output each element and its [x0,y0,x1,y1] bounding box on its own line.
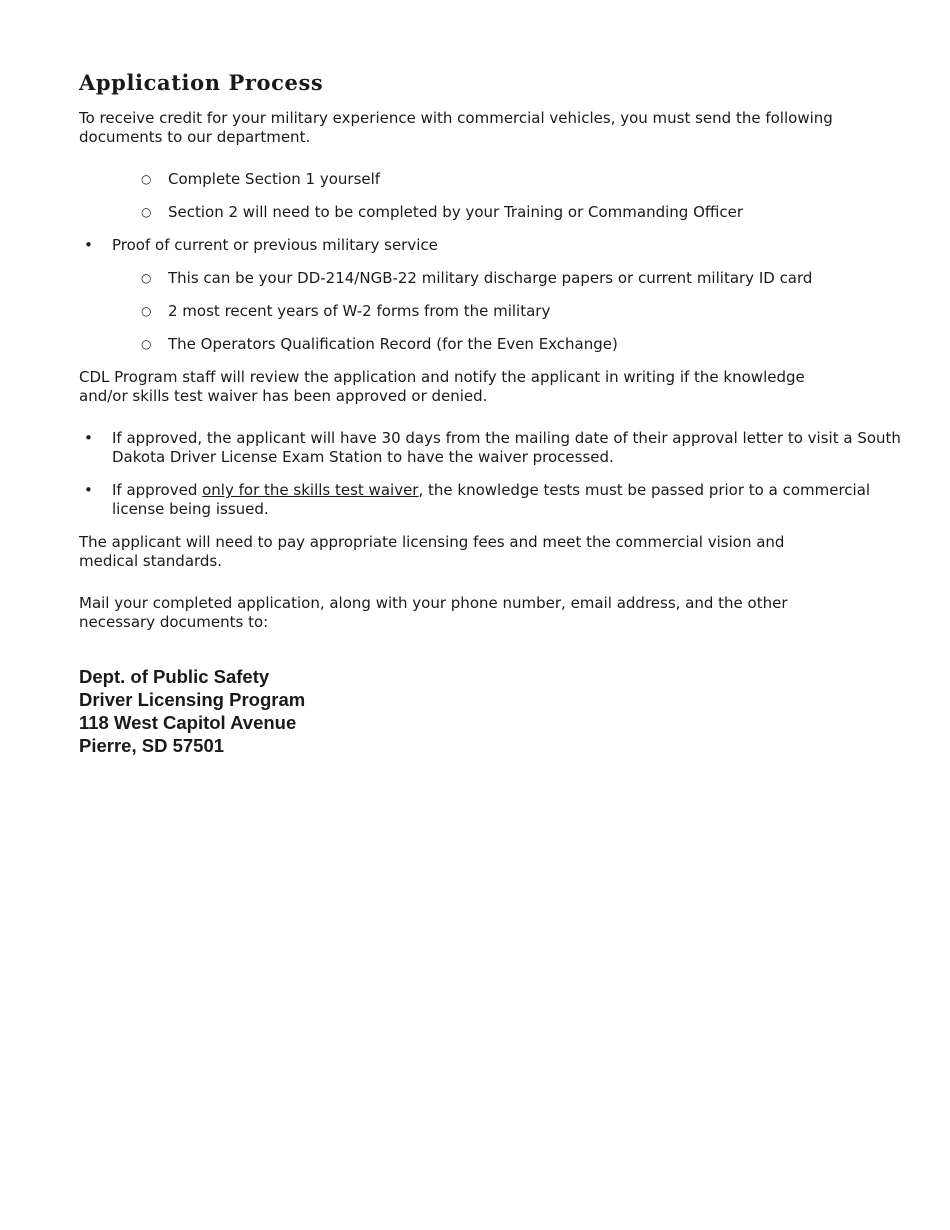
list-item-text: Complete Section 1 yourself [168,170,381,188]
address-line: Dept. of Public Safety [79,666,270,687]
list-item-text-suffix: , the knowledge tests must be passed prior to a commercial license being issued. [112,481,871,518]
bullet-icon: • [84,236,93,254]
list-item [79,203,909,222]
list-item-text: 2 most recent years of W-2 forms from the military [168,302,551,320]
fees-paragraph: The applicant will need to pay appropriate licensing fees and meet the commercial vision and medical standards. [79,533,785,570]
circle-bullet-icon: ○ [141,337,152,351]
list-item-text: This can be your DD-214/NGB-22 military discharge papers or current military ID card [168,269,813,287]
list-item-text: If approved, the applicant will have 30 days from the mailing date of their approval letter to visit a South Dakota Driver License Exam Station to have the waiver processed. [112,429,901,466]
circle-bullet-icon: ○ [141,304,152,318]
list-item [79,170,909,189]
circle-bullet-icon: ○ [141,172,152,186]
mail-paragraph: Mail your completed application, along with your phone number, email address, and the other necessary documents to: [79,594,788,631]
bullet-icon: • [84,429,93,447]
list-item [79,335,909,354]
address-line: Pierre, SD 57501 [79,735,225,756]
list-item [79,481,904,519]
proof-sub-list [79,269,909,354]
list-item-text: The Operators Qualification Record (for the Even Exchange) [168,335,618,353]
address-line: 118 West Capitol Avenue [79,712,297,733]
review-paragraph: CDL Program staff will review the application and notify the applicant in writing if the knowledge and/or skills test waiver has been approved or denied. [79,368,805,405]
intro-paragraph: To receive credit for your military experience with commercial vehicles, you must send the following documents to our department. [79,109,833,146]
section-list [79,170,909,222]
circle-bullet-icon: ○ [141,271,152,285]
list-item [79,429,904,467]
list-item [79,302,909,321]
list-item [79,236,909,255]
document-page [79,68,909,757]
address-line: Driver Licensing Program [79,689,306,710]
list-item [79,269,909,288]
proof-list [79,236,909,255]
page-title: Application Process [79,70,324,95]
bullet-icon: • [84,481,93,499]
approval-list [79,429,909,519]
circle-bullet-icon: ○ [141,205,152,219]
list-item-text: Proof of current or previous military service [112,236,438,254]
list-item-text-prefix: If approved [112,481,203,499]
list-item-text: Section 2 will need to be completed by your Training or Commanding Officer [168,203,744,221]
mailing-address [79,665,909,757]
emphasized-text: only for the skills test waiver [202,481,419,499]
